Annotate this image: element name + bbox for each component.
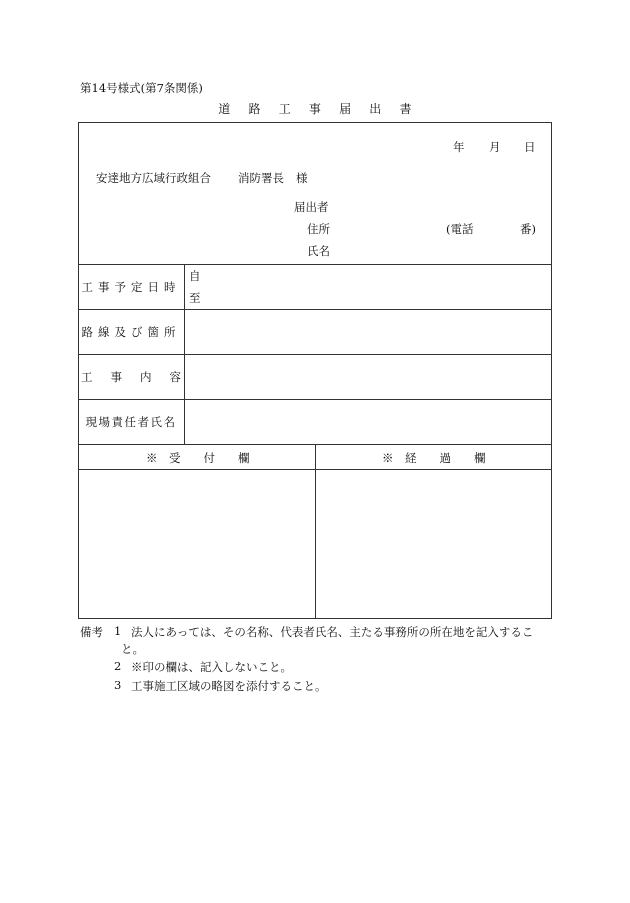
label-column-divider <box>184 264 185 444</box>
notifier-address-label: 住所 <box>307 222 330 236</box>
supervisor-input-area[interactable] <box>186 400 550 443</box>
schedule-label: 工事予定日時 <box>81 280 181 294</box>
notifier-label: 届出者 <box>294 200 329 214</box>
notifier-phone-close: 番) <box>520 222 536 236</box>
note-text: 法人にあっては、その名称、代表者氏名、主たる事務所の所在地を記入するこ <box>131 625 534 639</box>
title-char: 届 <box>339 102 352 116</box>
notes-label: 備考 <box>80 625 103 639</box>
content-input-area[interactable] <box>186 355 550 398</box>
note-text: 工事施工区域の略図を添付すること。 <box>131 679 327 693</box>
content-label-char: 内 <box>140 370 152 384</box>
content-label <box>78 369 184 385</box>
route-label: 路線及び箇所 <box>81 325 181 339</box>
route-input-area[interactable] <box>186 310 550 353</box>
schedule-to-label: 至 <box>189 291 201 305</box>
supervisor-label: 現場責任者氏名 <box>85 415 177 429</box>
note-number: 2 <box>114 659 122 673</box>
reception-column-header: ※ 受 付 欄 <box>146 451 250 465</box>
addressee-official: 消防署長 <box>238 171 284 185</box>
date-month-label: 月 <box>489 140 501 154</box>
document-title <box>0 100 630 117</box>
notifier-phone-open: (電話 <box>446 222 474 236</box>
content-label-char: 工 <box>81 370 93 384</box>
reception-area <box>79 470 314 618</box>
title-char: 書 <box>399 102 412 116</box>
title-char: 出 <box>369 102 382 116</box>
title-char: 工 <box>278 102 291 116</box>
progress-column-header: ※ 経 過 欄 <box>382 451 486 465</box>
note-number: 1 <box>114 624 122 638</box>
addressee-organization: 安達地方広域行政組合 <box>96 171 211 185</box>
schedule-input-area[interactable] <box>205 265 550 308</box>
title-char: 路 <box>248 102 261 116</box>
progress-area <box>316 470 550 618</box>
addressee-honorific: 様 <box>296 171 308 185</box>
note-text-continuation: と。 <box>121 642 144 656</box>
title-char: 事 <box>308 102 322 116</box>
form-number: 第14号様式(第7条関係) <box>80 81 203 95</box>
note-text: ※印の欄は、記入しないこと。 <box>131 660 292 674</box>
content-label-char: 容 <box>169 370 181 384</box>
date-year-label: 年 <box>453 140 465 154</box>
note-number: 3 <box>114 678 122 692</box>
schedule-from-label: 自 <box>189 269 201 283</box>
title-char: 道 <box>218 102 231 116</box>
notifier-name-label: 氏名 <box>307 244 330 258</box>
content-label-char: 事 <box>110 370 122 384</box>
date-day-label: 日 <box>524 140 536 154</box>
